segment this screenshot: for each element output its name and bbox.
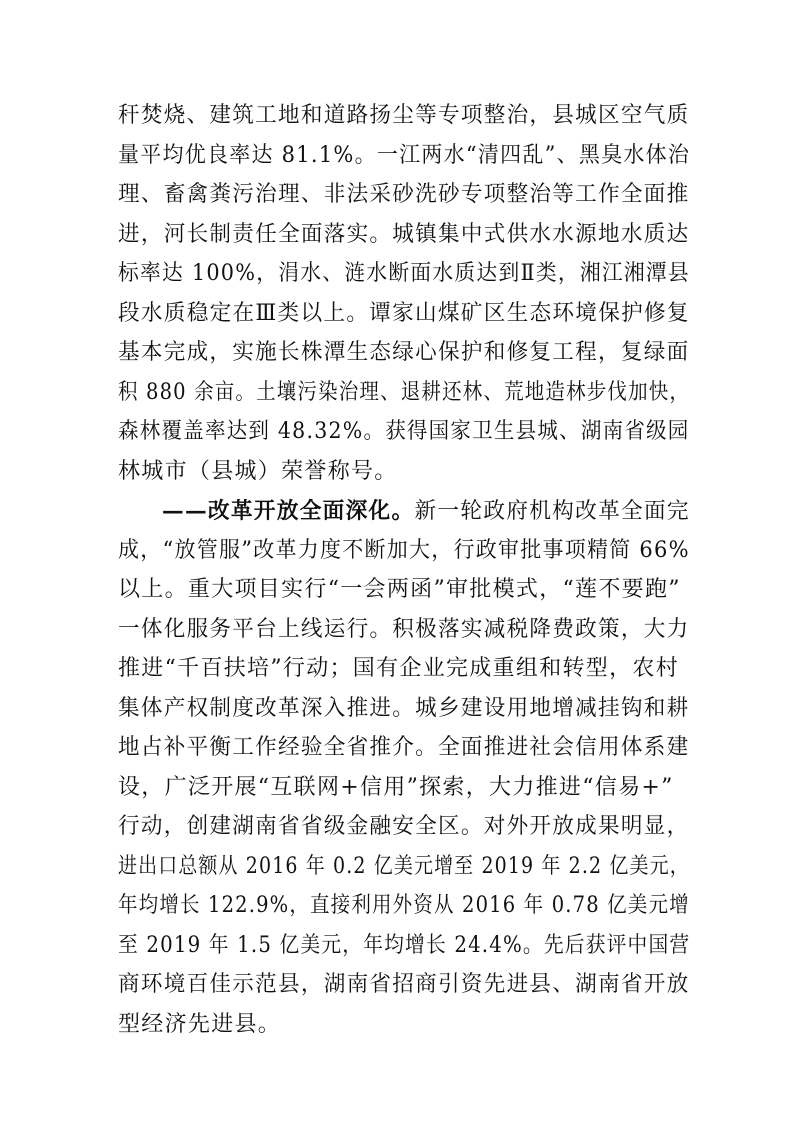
text-line: 商环境百佳示范县，湖南省招商引资先进县、湖南省开放 xyxy=(118,972,690,997)
text-line: 至 2019 年 1.5 亿美元，年均增长 24.4%。先后获评中国营 xyxy=(118,932,691,958)
text-line: 集体产权制度改革深入推进。城乡建设用地增减挂钩和耕 xyxy=(118,695,690,721)
text-line: 以上。重大项目实行“一会两函”审批模式，“莲不要跑” xyxy=(118,577,681,602)
section-heading: ——改革开放全面深化。 xyxy=(162,498,415,524)
text-line: 理、畜禽粪污治理、非法采砂洗砂专项整治等工作全面推 xyxy=(118,182,690,207)
text-line: 标率达 100%，涓水、涟水断面水质达到Ⅱ类，湘江湘潭县 xyxy=(118,261,690,286)
text-line: 型经济先进县。 xyxy=(118,1011,282,1037)
text-line: 进出口总额从 2016 年 0.2 亿美元增至 2019 年 2.2 亿美元， xyxy=(118,853,690,879)
text-line: 基本完成，实施长株潭生态绿心保护和修复工程，复绿面 xyxy=(118,340,690,365)
text-line: 积 880 余亩。土壤污染治理、退耕还林、荒地造林步伐加快， xyxy=(118,379,691,405)
text-line: 地占补平衡工作经验全省推介。全面推进社会信用体系建 xyxy=(118,735,690,760)
text-line: 行动，创建湖南省省级金融安全区。对外开放成果明显， xyxy=(118,814,690,839)
text-line: 年均增长 122.9%，直接利用外资从 2016 年 0.78 亿美元增 xyxy=(118,893,690,918)
text-line: 量平均优良率达 81.1%。一江两水“清四乱”、黑臭水体治 xyxy=(118,142,691,168)
text-line: 一体化服务平台上线运行。积极落实减税降费政策，大力 xyxy=(118,616,690,642)
text-line: 成，“放管服”改革力度不断加大，行政审批事项精简 66% xyxy=(118,537,690,563)
text-line: 设，广泛开展“互联网+信用”探索，大力推进“信易+” xyxy=(118,774,674,800)
text-line: 森林覆盖率达到 48.32%。获得国家卫生县城、湖南省级园 xyxy=(118,419,690,444)
text-line: 推进“千百扶培”行动；国有企业完成重组和转型，农村 xyxy=(118,656,679,681)
section-first-line xyxy=(162,495,690,528)
text-line: 进，河长制责任全面落实。城镇集中式供水水源地水质达 xyxy=(118,221,690,247)
text-line: 新一轮政府机构改革全面完 xyxy=(414,499,690,524)
text-line: 秆焚烧、建筑工地和道路扬尘等专项整治，县城区空气质 xyxy=(118,103,690,128)
text-line: 林城市（县城）荣誉称号。 xyxy=(118,458,398,484)
text-line: 段水质稳定在Ⅲ类以上。谭家山煤矿区生态环境保护修复 xyxy=(118,300,690,326)
